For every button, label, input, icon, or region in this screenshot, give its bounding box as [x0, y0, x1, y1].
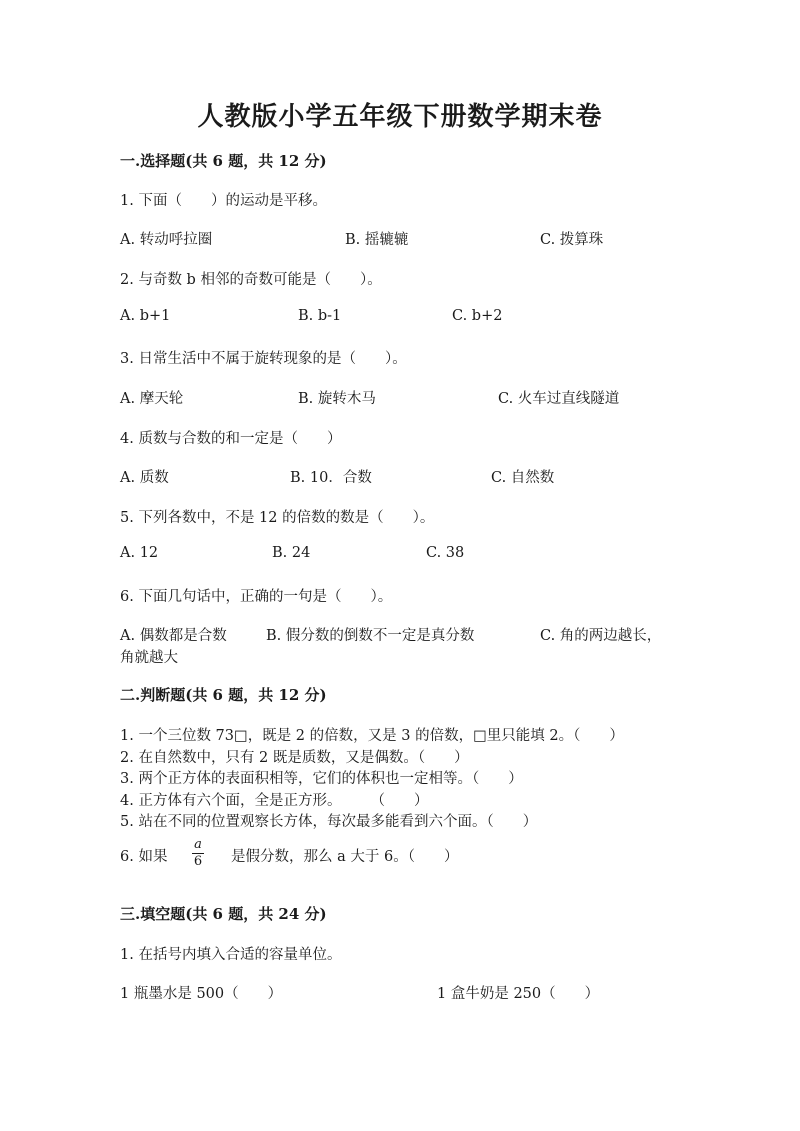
option-c-line1: C. 角的两边越长，	[540, 628, 662, 644]
option-c: C. 火车过直线隧道	[498, 391, 620, 407]
option-a: A. 12	[120, 545, 159, 561]
fraction-denominator: 6	[193, 854, 203, 869]
option-a: A. 偶数都是合数	[120, 628, 227, 644]
question-stem: 1. 在括号内填入合适的容量单位。	[120, 947, 342, 963]
option-b: B. 24	[272, 545, 311, 561]
page-title: 人教版小学五年级下册数学期末卷	[197, 102, 603, 132]
option-b: B. 摇辘辘	[345, 232, 409, 248]
option-a: A. 质数	[120, 470, 169, 486]
judge-item-suffix: 是假分数，那么 a 大于 6。（ ）	[231, 849, 459, 865]
question-stem: 1. 下面（ ）的运动是平移。	[120, 193, 327, 209]
option-c: C. b+2	[452, 308, 503, 324]
fraction	[192, 838, 204, 869]
fill-item-right: 1 盒牛奶是 250（ ）	[437, 986, 600, 1002]
section-heading-choice: 一.选择题(共 6 题，共 12 分)	[120, 152, 327, 170]
judge-item-prefix: 6. 如果	[120, 849, 168, 865]
option-b: B. 假分数的倒数不一定是真分数	[266, 628, 475, 644]
option-c: C. 拨算珠	[540, 232, 604, 248]
option-a: A. b+1	[120, 308, 171, 324]
section-heading-judge: 二.判断题(共 6 题，共 12 分)	[120, 686, 327, 704]
question-stem: 2. 与奇数 b 相邻的奇数可能是（ ）。	[120, 272, 382, 288]
fraction-numerator: a	[194, 837, 202, 852]
judge-item: 2. 在自然数中，只有 2 既是质数，又是偶数。（ ）	[120, 750, 469, 766]
question-stem: 3. 日常生活中不属于旋转现象的是（ ）。	[120, 351, 407, 367]
judge-item: 1. 一个三位数 73□，既是 2 的倍数，又是 3 的倍数，□里只能填 2。（ ）	[120, 728, 624, 744]
option-b: B. b-1	[298, 308, 342, 324]
judge-item: 3. 两个正方体的表面积相等，它们的体积也一定相等。（ ）	[120, 771, 523, 787]
section-heading-fill: 三.填空题(共 6 题，共 24 分)	[120, 905, 327, 923]
option-c: C. 38	[426, 545, 465, 561]
question-stem: 6. 下面几句话中，正确的一句是（ ）。	[120, 589, 393, 605]
fill-item-left: 1 瓶墨水是 500（ ）	[120, 986, 283, 1002]
judge-item: 5. 站在不同的位置观察长方体，每次最多能看到六个面。（ ）	[120, 814, 538, 830]
question-stem: 4. 质数与合数的和一定是（ ）	[120, 431, 342, 447]
option-b: B. 旋转木马	[298, 391, 376, 407]
option-b: B. 10．合数	[290, 470, 372, 486]
option-c: C. 自然数	[491, 470, 555, 486]
judge-item: 4. 正方体有六个面，全是正方形。 （ ）	[120, 793, 429, 809]
option-a: A. 转动呼拉圈	[120, 232, 213, 248]
question-stem: 5. 下列各数中，不是 12 的倍数的数是（ ）。	[120, 510, 435, 526]
option-a: A. 摩天轮	[120, 391, 184, 407]
option-c-line2: 角就越大	[120, 650, 178, 666]
